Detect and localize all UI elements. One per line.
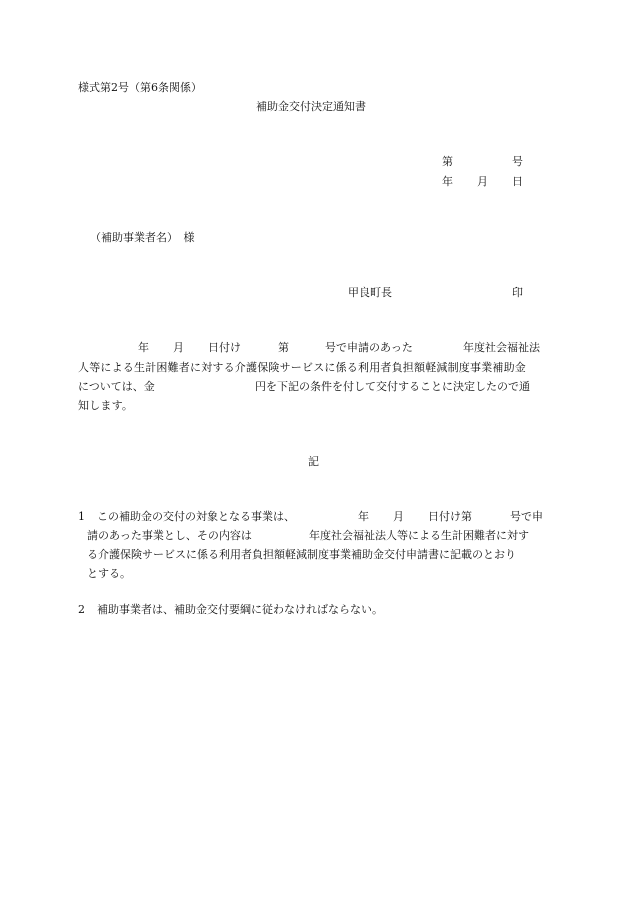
issuer-name: 甲良町長 — [348, 286, 392, 299]
date-year-label: 年 — [442, 175, 453, 188]
body-month-label: 月 — [173, 341, 184, 354]
item-1-line-4: とする。 — [87, 567, 131, 580]
doc-number-dai: 第 — [442, 155, 453, 168]
item-1-year-label: 年 — [358, 510, 369, 523]
date-day-label: 日 — [512, 175, 523, 188]
body-day-label: 日付け — [208, 341, 241, 354]
doc-number-go: 号 — [512, 155, 523, 168]
document-title: 補助金交付決定通知書 — [256, 100, 366, 113]
item-1-day-label: 日付け第 — [428, 510, 472, 523]
addressee: （補助事業者名） 様 — [90, 231, 195, 244]
item-1-line-2b: 年度社会福祉法人等による生計困難者に対す — [309, 529, 529, 542]
item-2-text: 補助事業者は、補助金交付要綱に従わなければならない。 — [97, 603, 383, 616]
ki-heading: 記 — [308, 455, 319, 468]
form-id: 様式第2号（第6条関係） — [78, 81, 202, 94]
body-fiscal-year-text: 年度社会福祉法 — [463, 341, 540, 354]
body-number-dai: 第 — [278, 341, 289, 354]
issuer-seal: 印 — [512, 286, 523, 299]
body-line-2: 人等による生計困難者に対する介護保険サービスに係る利用者負担額軽減制度事業補助金 — [78, 361, 526, 374]
item-1-line-2a: 請のあった事業とし、その内容は — [87, 529, 252, 542]
item-1-month-label: 月 — [393, 510, 404, 523]
body-line-4: 知します。 — [78, 399, 134, 412]
item-1-line-3: る介護保険サービスに係る利用者負担額軽減制度事業補助金交付申請書に記載のとおり — [87, 548, 516, 561]
item-1-text-e: 号で申 — [510, 510, 543, 523]
body-amount-suffix: 円を下記の条件を付して交付することに決定したので通 — [255, 380, 530, 393]
item-number: 2 — [78, 603, 85, 616]
item-1-text-a: この補助金の交付の対象となる事業は、 — [97, 510, 295, 523]
date-month-label: 月 — [477, 175, 488, 188]
body-year-label: 年 — [138, 341, 149, 354]
item-number: 1 — [78, 510, 85, 523]
body-amount-prefix: については、金 — [78, 380, 155, 393]
body-application-text: 号で申請のあった — [325, 341, 413, 354]
